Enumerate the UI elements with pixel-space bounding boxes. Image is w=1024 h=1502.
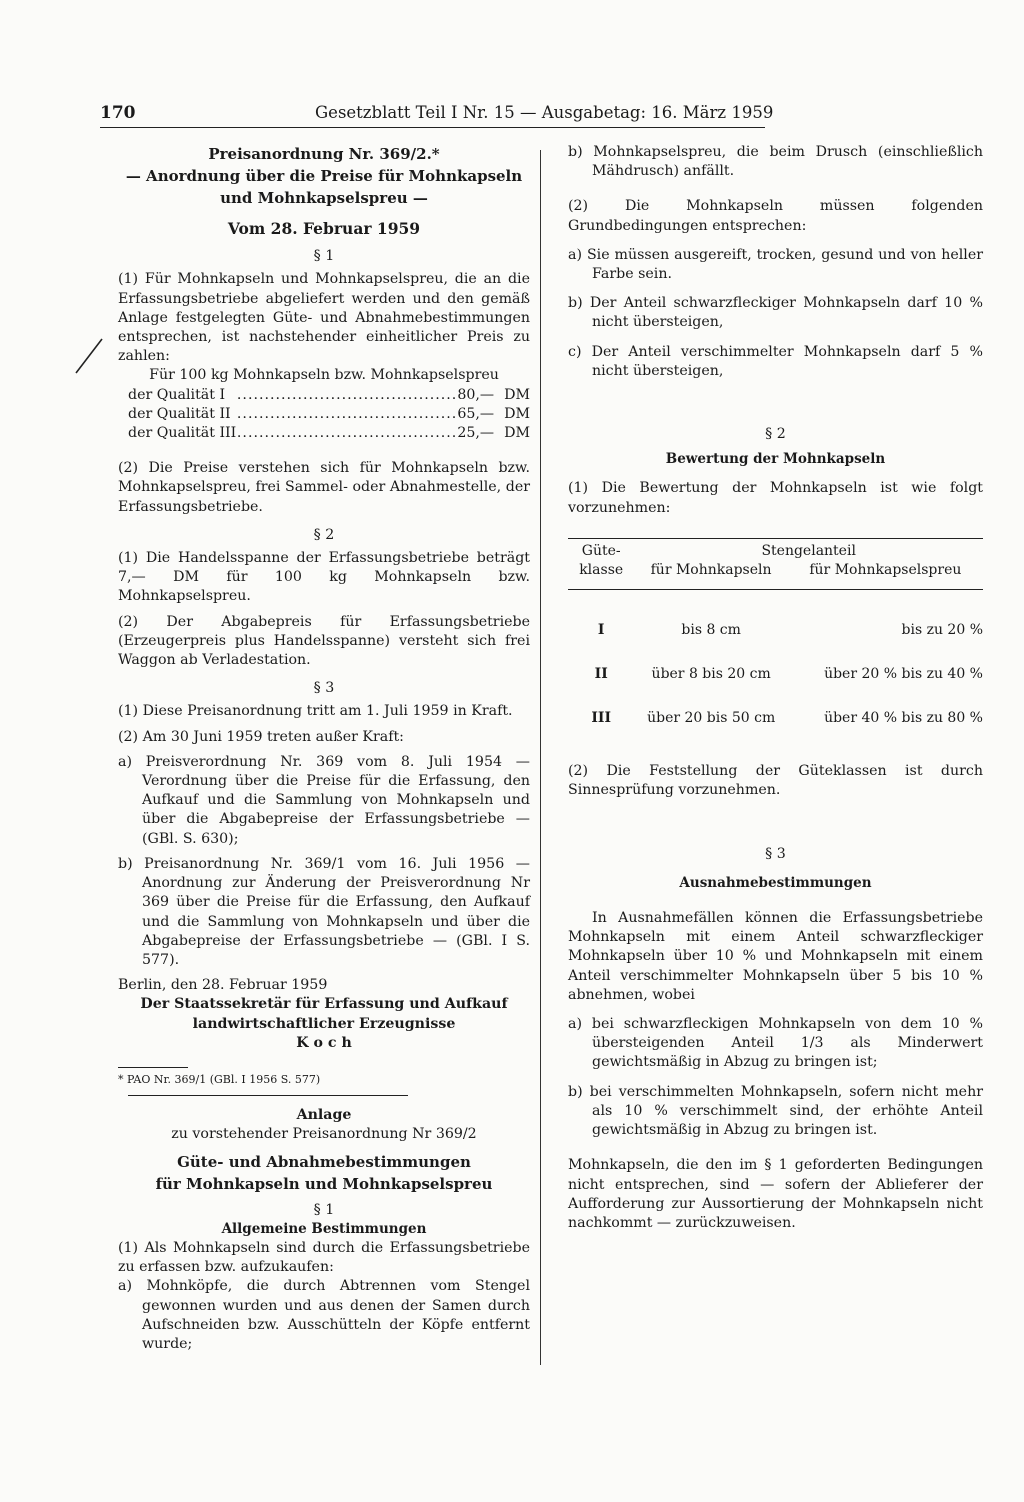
annex-title: Güte- und Abnahmebestimmungen: [177, 1152, 471, 1171]
annex-title-2: für Mohnkapseln und Mohnkapselspreu: [155, 1174, 493, 1193]
cell-capsules: über 20 bis 50 cm: [647, 709, 776, 726]
ordinance-subtitle-2: und Mohnkapselspreu —: [220, 189, 428, 207]
section-heading: § 1: [313, 1201, 335, 1218]
quality: der Qualität I: [128, 386, 226, 403]
cell-class: I: [597, 621, 605, 638]
section-heading: § 2: [765, 426, 786, 443]
paragraph: (1) Die Bewertung der Mohnkapseln ist wie folgt vorzunehmen:: [568, 480, 983, 516]
ordinance-title: Preisanordnung Nr. 369/2.*: [208, 145, 440, 163]
cell-chaff: über 20 % bis zu 40 %: [824, 665, 983, 682]
section-rubric: Ausnahmebestimmungen: [679, 874, 872, 891]
cell-class: II: [594, 665, 608, 682]
table-row: [568, 608, 983, 652]
ordinance-subtitle: — Anordnung über die Preise für Mohnkapseln: [125, 167, 523, 185]
paragraph: (2) Der Abgabepreis für Erfassungsbetriebe (Erzeugerpreis plus Handelsspanne) versteht sich frei Waggon ab Verladestation.: [118, 613, 530, 669]
paragraph: (1) Als Mohnkapseln sind durch die Erfassungsbetriebe zu erfassen bzw. aufzukaufen:: [118, 1239, 530, 1276]
section-heading: § 3: [313, 680, 335, 697]
price-amount: 65,—: [457, 405, 495, 422]
currency: DM: [504, 425, 530, 442]
list-item: c) Der Anteil verschimmelter Mohnkapseln darf 5 % nicht übersteigen,: [568, 343, 983, 379]
paragraph: In Ausnahmefällen können die Erfassungsbetriebe Mohnkapseln mit einem Anteil schwarzfleckiger Mohnkapseln über 10 % und Mohnkapseln mit einem Anteil verschimmelter Mohnkapseln über 5 bis 10 % abnehmen, wobei: [568, 910, 983, 1003]
ordinance-date: Vom 28. Februar 1959: [227, 219, 421, 238]
section-rule: [128, 1095, 408, 1096]
price-amount: 25,—: [457, 425, 495, 442]
leader-dots: ........................................: [236, 425, 458, 442]
header-title: Gesetzblatt Teil I Nr. 15 — Ausgabetag: 16. März 1959: [315, 103, 774, 122]
paragraph: (2) Die Preise verstehen sich für Mohnkapseln bzw. Mohnkapselspreu, frei Sammel- oder Abnahmestelle, der Erfassungsbetriebe.: [118, 460, 530, 515]
cell-capsules: über 8 bis 20 cm: [651, 665, 771, 682]
column-divider: [540, 150, 541, 1365]
section-heading: § 2: [313, 526, 335, 543]
col-header-capsules: für Mohnkapseln: [650, 562, 772, 579]
paragraph: (1) Für Mohnkapseln und Mohnkapselspreu, die an die Erfassungsbetriebe abgeliefert werden und den gemäß Anlage festgelegten Güte- und Abnahmebestimmungen entsprechen, ist nachstehender einheitlicher Preis zu zahlen:: [118, 271, 530, 365]
price-amount: 80,—: [457, 386, 495, 403]
col-header-class-line2: klasse: [579, 562, 624, 579]
annex-heading: [118, 1106, 530, 1125]
grading-table: [568, 538, 983, 740]
cell-chaff: bis zu 20 %: [901, 621, 983, 638]
cell-chaff: über 40 % bis zu 80 %: [824, 709, 983, 726]
list-item: b) Preisanordnung Nr. 369/1 vom 16. Juli 1956 — Anordnung zur Änderung der Preisverordnung Nr 369 über die Preise für die Erfassung, den Aufkauf und die Sammlung von Mohnkapseln und über die Abgabepreise der Erfassungsbetriebe — (GBl. I S. 577).: [118, 855, 530, 968]
list-item: b) bei verschimmelten Mohnkapseln, sofern nicht mehr als 10 % verschimmelt sind, der erhöhte Anteil gewichtsmäßig in Abzug zu bringen ist.: [568, 1083, 983, 1139]
paragraph: (2) Die Feststellung der Güteklassen ist durch Sinnesprüfung vorzunehmen.: [568, 763, 983, 799]
quality: der Qualität III: [128, 425, 237, 442]
footnote: * PAO Nr. 369/1 (GBl. I 1956 S. 577): [118, 1072, 321, 1086]
signer-title-2: landwirtschaftlicher Erzeugnisse: [192, 1015, 456, 1032]
currency: DM: [504, 405, 530, 422]
annex-subheading: zu vorstehender Preisanordnung Nr 369/2: [171, 1126, 477, 1143]
col-header-group-label: Stengelanteil: [761, 542, 856, 559]
col-header-chaff: für Mohnkapselspreu: [809, 562, 962, 579]
header-rule: [100, 127, 765, 128]
margin-mark: [72, 335, 106, 375]
signer-title: Der Staatssekretär für Erfassung und Aufkauf: [140, 996, 508, 1013]
list-item: a) Sie müssen ausgereift, trocken, gesund und von heller Farbe sein.: [568, 246, 983, 283]
section-rubric: Bewertung der Mohnkapseln: [665, 451, 886, 468]
quality: der Qualität II: [128, 405, 231, 422]
price-row: [128, 424, 530, 443]
section-heading: § 3: [765, 845, 786, 862]
footnote-rule: [118, 1067, 188, 1068]
page-header: [100, 103, 774, 129]
leader-dots: ........................................: [236, 386, 458, 403]
paragraph: (2) Die Mohnkapseln müssen folgenden Grundbedingungen entsprechen:: [568, 198, 983, 234]
section-rubric: Allgemeine Bestimmungen: [221, 1220, 427, 1237]
col-header-class-line1: Güte-: [581, 542, 621, 559]
signer-name: K o c h: [296, 1034, 352, 1051]
col-header-class: [568, 539, 634, 583]
place-date: Berlin, den 28. Februar 1959: [118, 977, 328, 994]
cell-class: III: [591, 709, 612, 726]
paragraph: (1) Die Handelsspanne der Erfassungsbetriebe beträgt 7,— DM für 100 kg Mohnkapseln bzw. Mohnkapselspreu.: [118, 550, 530, 605]
annex-label: Anlage: [296, 1107, 352, 1124]
page-number: 170: [100, 103, 136, 123]
list-item: b) Mohnkapselspreu, die beim Drusch (einschließlich Mähdrusch) anfällt.: [568, 144, 983, 180]
price-list: [128, 386, 530, 444]
price-row: [128, 386, 530, 405]
price-intro: Für 100 kg Mohnkapseln bzw. Mohnkapselspreu: [149, 367, 499, 384]
right-column: [568, 143, 983, 1233]
col-header-group: [634, 539, 983, 583]
cell-capsules: bis 8 cm: [681, 621, 741, 638]
price-row: [128, 405, 530, 424]
list-item: a) bei schwarzfleckigen Mohnkapseln von dem 10 % übersteigenden Anteil 1/3 als Minderwert gewichtsmäßig in Abzug zu bringen ist;: [568, 1016, 983, 1071]
list-item: a) Mohnköpfe, die durch Abtrennen vom Stengel gewonnen wurden und aus denen der Samen durch Aufschneiden bzw. Ausschütteln der Köpfe entfernt wurde;: [118, 1278, 530, 1352]
list-item: b) Der Anteil schwarzfleckiger Mohnkapseln darf 10 % nicht übersteigen,: [568, 295, 983, 331]
paragraph: Mohnkapseln, die den im § 1 geforderten Bedingungen nicht entsprechen, sind — sofern der Ablieferer der Aufforderung zur Aussortierung der Mohnkapseln nicht nachkommt — zurückzuweisen.: [568, 1157, 983, 1231]
table-row: [568, 652, 983, 696]
section-heading: § 1: [313, 248, 335, 265]
leader-dots: ........................................: [236, 405, 458, 422]
currency: DM: [504, 386, 530, 403]
list-item: a) Preisverordnung Nr. 369 vom 8. Juli 1954 — Verordnung über die Preise für die Erfassung, den Aufkauf und die Sammlung von Mohnkapseln und über die Abgabepreise der Erfassungsbetriebe — (GBl. S. 630);: [118, 753, 530, 847]
table-row: [568, 696, 983, 740]
paragraph: (1) Diese Preisanordnung tritt am 1. Juli 1959 in Kraft.: [118, 703, 513, 720]
paragraph: (2) Am 30 Juni 1959 treten außer Kraft:: [118, 728, 404, 745]
left-column: [118, 143, 530, 1354]
